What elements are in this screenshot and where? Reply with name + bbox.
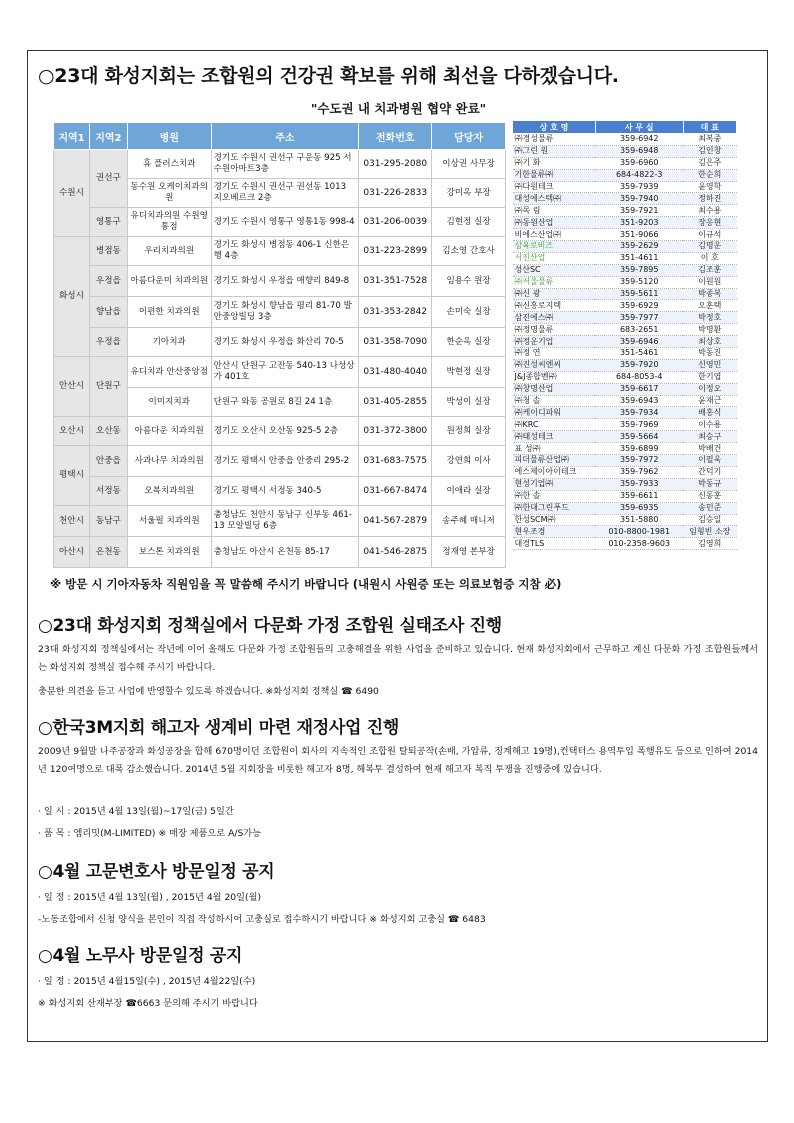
company-name-cell: ㈜동원산업 (513, 217, 596, 229)
office-phone-cell: 351-9066 (595, 229, 683, 241)
office-phone-cell: 359-7895 (595, 264, 683, 276)
office-phone-cell: 684-4822-3 (595, 169, 683, 181)
address-cell: 경기도 오산시 오산동 925-5 2층 (211, 417, 359, 446)
table-row (513, 312, 737, 324)
hospital-cell: 오복치과의원 (127, 477, 211, 506)
office-phone-cell: 359-7921 (595, 205, 683, 217)
representative-cell: 배홍식 (683, 407, 736, 419)
hospital-cell: 휴 플러스치과 (127, 150, 211, 179)
table-row (54, 328, 506, 357)
header-cell: 담당자 (432, 123, 506, 150)
company-name-cell: ㈜케이디파워 (513, 407, 596, 419)
phone-cell: 031-667-8474 (359, 477, 432, 506)
visit-notice: ※ 방문 시 기아자동차 직원임을 꼭 말씀해 주시기 바랍니다 (내원시 사원증 또는 의료보험증 지참 必) (50, 577, 562, 591)
office-phone-cell: 359-5664 (595, 431, 683, 443)
region2-cell: 온천동 (89, 537, 127, 568)
representative-cell: 신동훈 (683, 490, 736, 502)
representative-cell: 윤영학 (683, 181, 736, 193)
representative-cell: 박명환 (683, 324, 736, 336)
table-row (513, 157, 737, 169)
company-name-cell: ㈜창명산업 (513, 383, 596, 395)
table-row (513, 336, 737, 348)
table-row (513, 359, 737, 371)
contact-cell: 박현정 실장 (432, 357, 506, 388)
representative-cell: 한순희 (683, 169, 736, 181)
contact-cell: 손미숙 실장 (432, 297, 506, 328)
table-row (513, 478, 737, 490)
representative-cell: 최수용 (683, 205, 736, 217)
contact-cell: 송주혜 매니저 (432, 506, 506, 537)
section-title-3m: ○한국3M지회 해고자 생계비 마련 재정사업 진행 (38, 718, 399, 738)
table-row (54, 297, 506, 328)
office-phone-cell: 359-5120 (595, 276, 683, 288)
representative-cell: 이원원 (683, 276, 736, 288)
representative-cell: 송민준 (683, 502, 736, 514)
office-phone-cell: 359-7934 (595, 407, 683, 419)
table-row (513, 490, 737, 502)
contact-cell: 이애라 실장 (432, 477, 506, 506)
hospital-cell: 이미지치과 (127, 388, 211, 417)
table-row (513, 371, 737, 383)
table-row (54, 446, 506, 477)
contact-cell: 박성이 실장 (432, 388, 506, 417)
representative-cell: 최상호 (683, 336, 736, 348)
representative-cell: 박배건 (683, 443, 736, 455)
address-cell: 안산시 단원구 고잔동 540-13 나성상가 401호 (211, 357, 359, 388)
table-row (513, 466, 737, 478)
table-row (513, 217, 737, 229)
table-row (54, 506, 506, 537)
company-name-cell: 피더물류산업㈜ (513, 455, 596, 467)
table-row (513, 443, 737, 455)
region2-cell: 향남읍 (89, 297, 127, 328)
section-title-lawyer: ○4월 고문변호사 방문일정 공지 (38, 862, 275, 882)
table-row (54, 537, 506, 568)
representative-cell: 김조훈 (683, 264, 736, 276)
representative-cell: 김승일 (683, 514, 736, 526)
table-row (513, 252, 737, 264)
section-item-3m: · 품 목 : 엠리밋(M-LIMITED) ※ 매장 제품으로 A/S가능 (38, 828, 262, 839)
office-phone-cell: 359-7969 (595, 419, 683, 431)
hospital-table-header (54, 123, 506, 150)
address-cell: 경기도 수원시 영통구 영통1동 998-4 (211, 208, 359, 237)
company-name-cell: ㈜다원테크 (513, 181, 596, 193)
section-date-labor-attorney: · 일 정 : 2015년 4월15일(수) , 2015년 4월22일(수) (38, 976, 256, 987)
header-cell: 병원 (127, 123, 211, 150)
company-name-cell: ㈜정 연 (513, 348, 596, 360)
header-cell: 지역2 (89, 123, 127, 150)
region1-cell: 화성시 (54, 237, 90, 357)
contact-cell: 원정희 실장 (432, 417, 506, 446)
table-row (513, 288, 737, 300)
address-cell: 경기도 평택시 안중읍 안중리 295-2 (211, 446, 359, 477)
representative-cell: 박동진 (683, 348, 736, 360)
office-phone-cell: 359-2629 (595, 241, 683, 253)
company-name-cell: 기한물류㈜ (513, 169, 596, 181)
representative-cell: 이정오 (683, 383, 736, 395)
table-row (513, 181, 737, 193)
representative-cell: 김영희 (683, 538, 736, 550)
company-name-cell: ㈜한 솔 (513, 490, 596, 502)
table-row (513, 455, 737, 467)
office-phone-cell: 359-7962 (595, 466, 683, 478)
office-phone-cell: 351-9203 (595, 217, 683, 229)
section-body-3m: 2009년 9월말 나주공장과 화성공장을 합해 670명이던 조합원이 회사의 지속적인 조합원 탈퇴공작(손배, 가압류, 징계해고 19명),컨택터스 용역투입 폭행유도 등으로 인하여 2014년 120여명으로 대폭 감소했습니다. 2014년 5월 지회장을 비롯한 해고자 8명, 해복투 결성하여 현재 해고자 복직 투쟁을 진행중에 있습니다. (38, 746, 758, 775)
contact-cell: 김현정 실장 (432, 208, 506, 237)
region2-cell: 안중읍 (89, 446, 127, 477)
address-cell: 충청남도 아산시 온천동 85-17 (211, 537, 359, 568)
company-name-cell: ㈜KRC (513, 419, 596, 431)
office-phone-cell: 359-6899 (595, 443, 683, 455)
hospital-cell: 보스톤 치과의원 (127, 537, 211, 568)
table-row (54, 237, 506, 266)
contact-cell: 강연희 이사 (432, 446, 506, 477)
address-cell: 경기도 화성시 향남읍 평리 81-70 발안중앙빌딩 3층 (211, 297, 359, 328)
company-name-cell: 서진산업 (513, 252, 596, 264)
hospital-cell: 아름다운 치과의원 (127, 417, 211, 446)
office-phone-cell: 351-5461 (595, 348, 683, 360)
office-phone-cell: 683-2651 (595, 324, 683, 336)
company-name-cell: ㈜서울물류 (513, 276, 596, 288)
section-note-labor-attorney: ※ 화성지회 산재부장 ☎6663 문의해 주시기 바랍니다 (38, 998, 258, 1009)
table-row (513, 324, 737, 336)
office-phone-cell: 359-7940 (595, 193, 683, 205)
representative-cell: 최승구 (683, 431, 736, 443)
company-name-cell: 대경TLS (513, 538, 596, 550)
representative-cell: 박동규 (683, 478, 736, 490)
address-cell: 충청남도 천안시 동남구 신부동 461-13 모알빌딩 6층 (211, 506, 359, 537)
table-row (513, 431, 737, 443)
region1-cell: 평택시 (54, 446, 90, 506)
table-row (513, 514, 737, 526)
representative-cell: 신영민 (683, 359, 736, 371)
company-name-cell: ㈜태성테크 (513, 431, 596, 443)
office-phone-cell: 010-8800-1981 (595, 526, 683, 538)
company-name-cell: ㈜청 솔 (513, 395, 596, 407)
office-phone-cell: 359-6948 (595, 145, 683, 157)
table-row (513, 229, 737, 241)
phone-cell: 031-358-7090 (359, 328, 432, 357)
company-name-cell: 현우조경 (513, 526, 596, 538)
office-phone-cell: 359-6942 (595, 134, 683, 146)
office-phone-cell: 359-6946 (595, 336, 683, 348)
office-phone-cell: 359-7972 (595, 455, 683, 467)
phone-cell: 031-223-2899 (359, 237, 432, 266)
office-phone-cell: 351-4611 (595, 252, 683, 264)
address-cell: 경기도 수원시 권선구 권선동 1013 지오베르크 2층 (211, 179, 359, 208)
representative-cell: 한기엽 (683, 371, 736, 383)
company-name-cell: 에스제이아이테크 (513, 466, 596, 478)
company-name-cell: ㈜정운기업 (513, 336, 596, 348)
company-name-cell: 현성기업㈜ (513, 478, 596, 490)
contact-cell: 정재영 본부장 (432, 537, 506, 568)
header-cell: 주소 (211, 123, 359, 150)
phone-cell: 031-226-2833 (359, 179, 432, 208)
table-row (54, 208, 506, 237)
header-cell: 사 무 실 (595, 121, 683, 134)
region2-cell: 동남구 (89, 506, 127, 537)
region1-cell: 아산시 (54, 537, 90, 568)
company-name-cell: ㈜그린 원 (513, 145, 596, 157)
table-row (54, 477, 506, 506)
table-row (513, 419, 737, 431)
address-cell: 단원구 와동 공원로 8길 24 1층 (211, 388, 359, 417)
representative-cell: 이규석 (683, 229, 736, 241)
representative-cell: 윤재근 (683, 395, 736, 407)
office-phone-cell: 359-5611 (595, 288, 683, 300)
representative-cell: 최복중 (683, 134, 736, 146)
phone-cell: 041-546-2875 (359, 537, 432, 568)
hospital-table (53, 122, 506, 568)
region2-cell: 권선구 (89, 150, 127, 208)
phone-cell: 031-206-0039 (359, 208, 432, 237)
region1-cell: 천안시 (54, 506, 90, 537)
representative-cell: 박정호 (683, 312, 736, 324)
table-row (513, 538, 737, 550)
office-phone-cell: 684-8053-4 (595, 371, 683, 383)
region2-cell: 우정읍 (89, 266, 127, 297)
table-row (513, 300, 737, 312)
office-phone-cell: 351-5880 (595, 514, 683, 526)
table-row (513, 407, 737, 419)
section-contact-multicultural: 충분한 의견을 듣고 사업에 반영할수 있도록 하겠습니다. ※화성지회 정책실 ☎ 6490 (38, 686, 379, 697)
address-cell: 경기도 수원시 권선구 구운동 925 서수원아마트3층 (211, 150, 359, 179)
representative-cell: 정하진 (683, 193, 736, 205)
header-cell: 대 표 (683, 121, 736, 134)
contact-cell: 이상권 사무장 (432, 150, 506, 179)
office-phone-cell: 359-6935 (595, 502, 683, 514)
table-row (513, 348, 737, 360)
company-name-cell: 삼육로비즈 (513, 241, 596, 253)
company-name-cell: ㈜한대그린푸드 (513, 502, 596, 514)
region2-cell: 우정읍 (89, 328, 127, 357)
table-row (513, 264, 737, 276)
table-row (513, 241, 737, 253)
phone-cell: 031-351-7528 (359, 266, 432, 297)
table-row (54, 266, 506, 297)
contact-cell: 임용수 원장 (432, 266, 506, 297)
region1-cell: 오산시 (54, 417, 90, 446)
representative-cell: 김인창 (683, 145, 736, 157)
phone-cell: 031-683-7575 (359, 446, 432, 477)
hospital-cell: 사과나무 치과의원 (127, 446, 211, 477)
table-row (513, 134, 737, 146)
hospital-cell: 동수원 오케이치과의원 (127, 179, 211, 208)
table-row (54, 417, 506, 446)
table-row (54, 150, 506, 179)
section-note-lawyer: -노동조합에서 신청 양식을 본인이 직접 작성하시어 고충실로 접수하시기 바랍니다 ※ 화성지회 고충실 ☎ 6483 (38, 914, 486, 925)
region2-cell: 영통구 (89, 208, 127, 237)
hospital-cell: 이편한 치과의원 (127, 297, 211, 328)
table-row (513, 395, 737, 407)
header-cell: 지역1 (54, 123, 90, 150)
office-phone-cell: 359-7920 (595, 359, 683, 371)
contact-cell: 김소영 간호사 (432, 237, 506, 266)
representative-cell: 박종복 (683, 288, 736, 300)
phone-cell: 031-372-3800 (359, 417, 432, 446)
region2-cell: 단원구 (89, 357, 127, 417)
phone-cell: 031-405-2855 (359, 388, 432, 417)
office-phone-cell: 359-7939 (595, 181, 683, 193)
company-name-cell: 한성SCM㈜ (513, 514, 596, 526)
company-name-cell: ㈜신흥로지텍 (513, 300, 596, 312)
representative-cell: 김은주 (683, 157, 736, 169)
office-phone-cell: 359-6617 (595, 383, 683, 395)
table-row (513, 502, 737, 514)
phone-cell: 031-353-2842 (359, 297, 432, 328)
address-cell: 경기도 평택시 서정동 340-5 (211, 477, 359, 506)
header-cell: 상 호 명 (513, 121, 596, 134)
section-title-multicultural: ○23대 화성지회 정책실에서 다문화 가정 조합원 실태조사 진행 (38, 616, 502, 636)
address-cell: 경기도 화성시 병점동 406-1 신한은행 4층 (211, 237, 359, 266)
section-title-labor-attorney: ○4월 노무사 방문일정 공지 (38, 946, 243, 966)
company-name-cell: ㈜진성씨엔씨 (513, 359, 596, 371)
company-name-cell: ㈜신 광 (513, 288, 596, 300)
company-name-cell: ㈜기 화 (513, 157, 596, 169)
company-table-body (513, 134, 737, 550)
representative-cell: 임형빈 소장 (683, 526, 736, 538)
company-name-cell: ㈜경성물류 (513, 134, 596, 146)
phone-cell: 031-480-4040 (359, 357, 432, 388)
table-subtitle: "수도권 내 치과병원 협약 완료" (310, 101, 487, 116)
phone-cell: 041-567-2879 (359, 506, 432, 537)
section-date-3m: · 일 시 : 2015년 4월 13일(월)~17일(금) 5일간 (38, 806, 234, 817)
header-cell: 전화번호 (359, 123, 432, 150)
address-cell: 경기도 화성시 우정읍 화산리 70-5 (211, 328, 359, 357)
contact-cell: 강미옥 부장 (432, 179, 506, 208)
representative-cell: 장응현 (683, 217, 736, 229)
section-date-lawyer: · 일 정 : 2015년 4월 13일(월) , 2015년 4월 20일(월) (38, 892, 262, 903)
representative-cell: 간덕기 (683, 466, 736, 478)
office-phone-cell: 359-6960 (595, 157, 683, 169)
representative-cell: 이 호 (683, 252, 736, 264)
hospital-cell: 유디치과의원 수원영통점 (127, 208, 211, 237)
hospital-cell: 우리치과의원 (127, 237, 211, 266)
company-name-cell: J&J종합벤㈜ (513, 371, 596, 383)
table-row (513, 205, 737, 217)
company-name-cell: 비에스산업㈜ (513, 229, 596, 241)
region2-cell: 서정동 (89, 477, 127, 506)
company-name-cell: 대성에스텍㈜ (513, 193, 596, 205)
office-phone-cell: 359-6943 (595, 395, 683, 407)
company-name-cell: ㈜목 림 (513, 205, 596, 217)
company-name-cell: 삼진에스㈜ (513, 312, 596, 324)
company-name-cell: 성산SC (513, 264, 596, 276)
office-phone-cell: 359-6929 (595, 300, 683, 312)
page-frame (27, 50, 768, 1042)
company-name-cell: 표 성㈜ (513, 443, 596, 455)
representative-cell: 김명운 (683, 241, 736, 253)
table-row (513, 276, 737, 288)
representative-cell: 이필욱 (683, 455, 736, 467)
region2-cell: 오산동 (89, 417, 127, 446)
contact-cell: 한순옥 실장 (432, 328, 506, 357)
table-row (513, 383, 737, 395)
hospital-cell: 서울펄 치과의원 (127, 506, 211, 537)
region1-cell: 수원시 (54, 150, 90, 237)
headline: ○23대 화성지회는 조합원의 건강권 확보를 위해 최선을 다하겠습니다. (38, 65, 619, 87)
company-table (512, 120, 737, 550)
office-phone-cell: 359-7933 (595, 478, 683, 490)
hospital-cell: 기아치과 (127, 328, 211, 357)
hospital-table-body (54, 150, 506, 568)
section-body-multicultural: 23대 화성지회 정책실에서는 작년에 이어 올해도 다문화 가정 조합원들의 고충해결을 위한 사업을 준비하고 있습니다. 현재 화성지회에서 근무하고 계신 다문화 가정 조합원들께서는 화성지회 정책실 접수해 주시기 바랍니다. (38, 644, 758, 673)
representative-cell: 오훈택 (683, 300, 736, 312)
phone-cell: 031-295-2080 (359, 150, 432, 179)
hospital-cell: 유디치과 안산중앙점 (127, 357, 211, 388)
region1-cell: 안산시 (54, 357, 90, 417)
table-row (54, 357, 506, 388)
table-row (513, 193, 737, 205)
office-phone-cell: 359-7977 (595, 312, 683, 324)
table-row (513, 169, 737, 181)
company-name-cell: ㈜정명물류 (513, 324, 596, 336)
address-cell: 경기도 화성시 우정읍 매향리 849-8 (211, 266, 359, 297)
company-table-header (513, 121, 737, 134)
office-phone-cell: 359-6611 (595, 490, 683, 502)
table-row (513, 526, 737, 538)
hospital-cell: 아름다운미 치과의원 (127, 266, 211, 297)
region2-cell: 병점동 (89, 237, 127, 266)
representative-cell: 이수용 (683, 419, 736, 431)
table-row (513, 145, 737, 157)
office-phone-cell: 010-2358-9603 (595, 538, 683, 550)
